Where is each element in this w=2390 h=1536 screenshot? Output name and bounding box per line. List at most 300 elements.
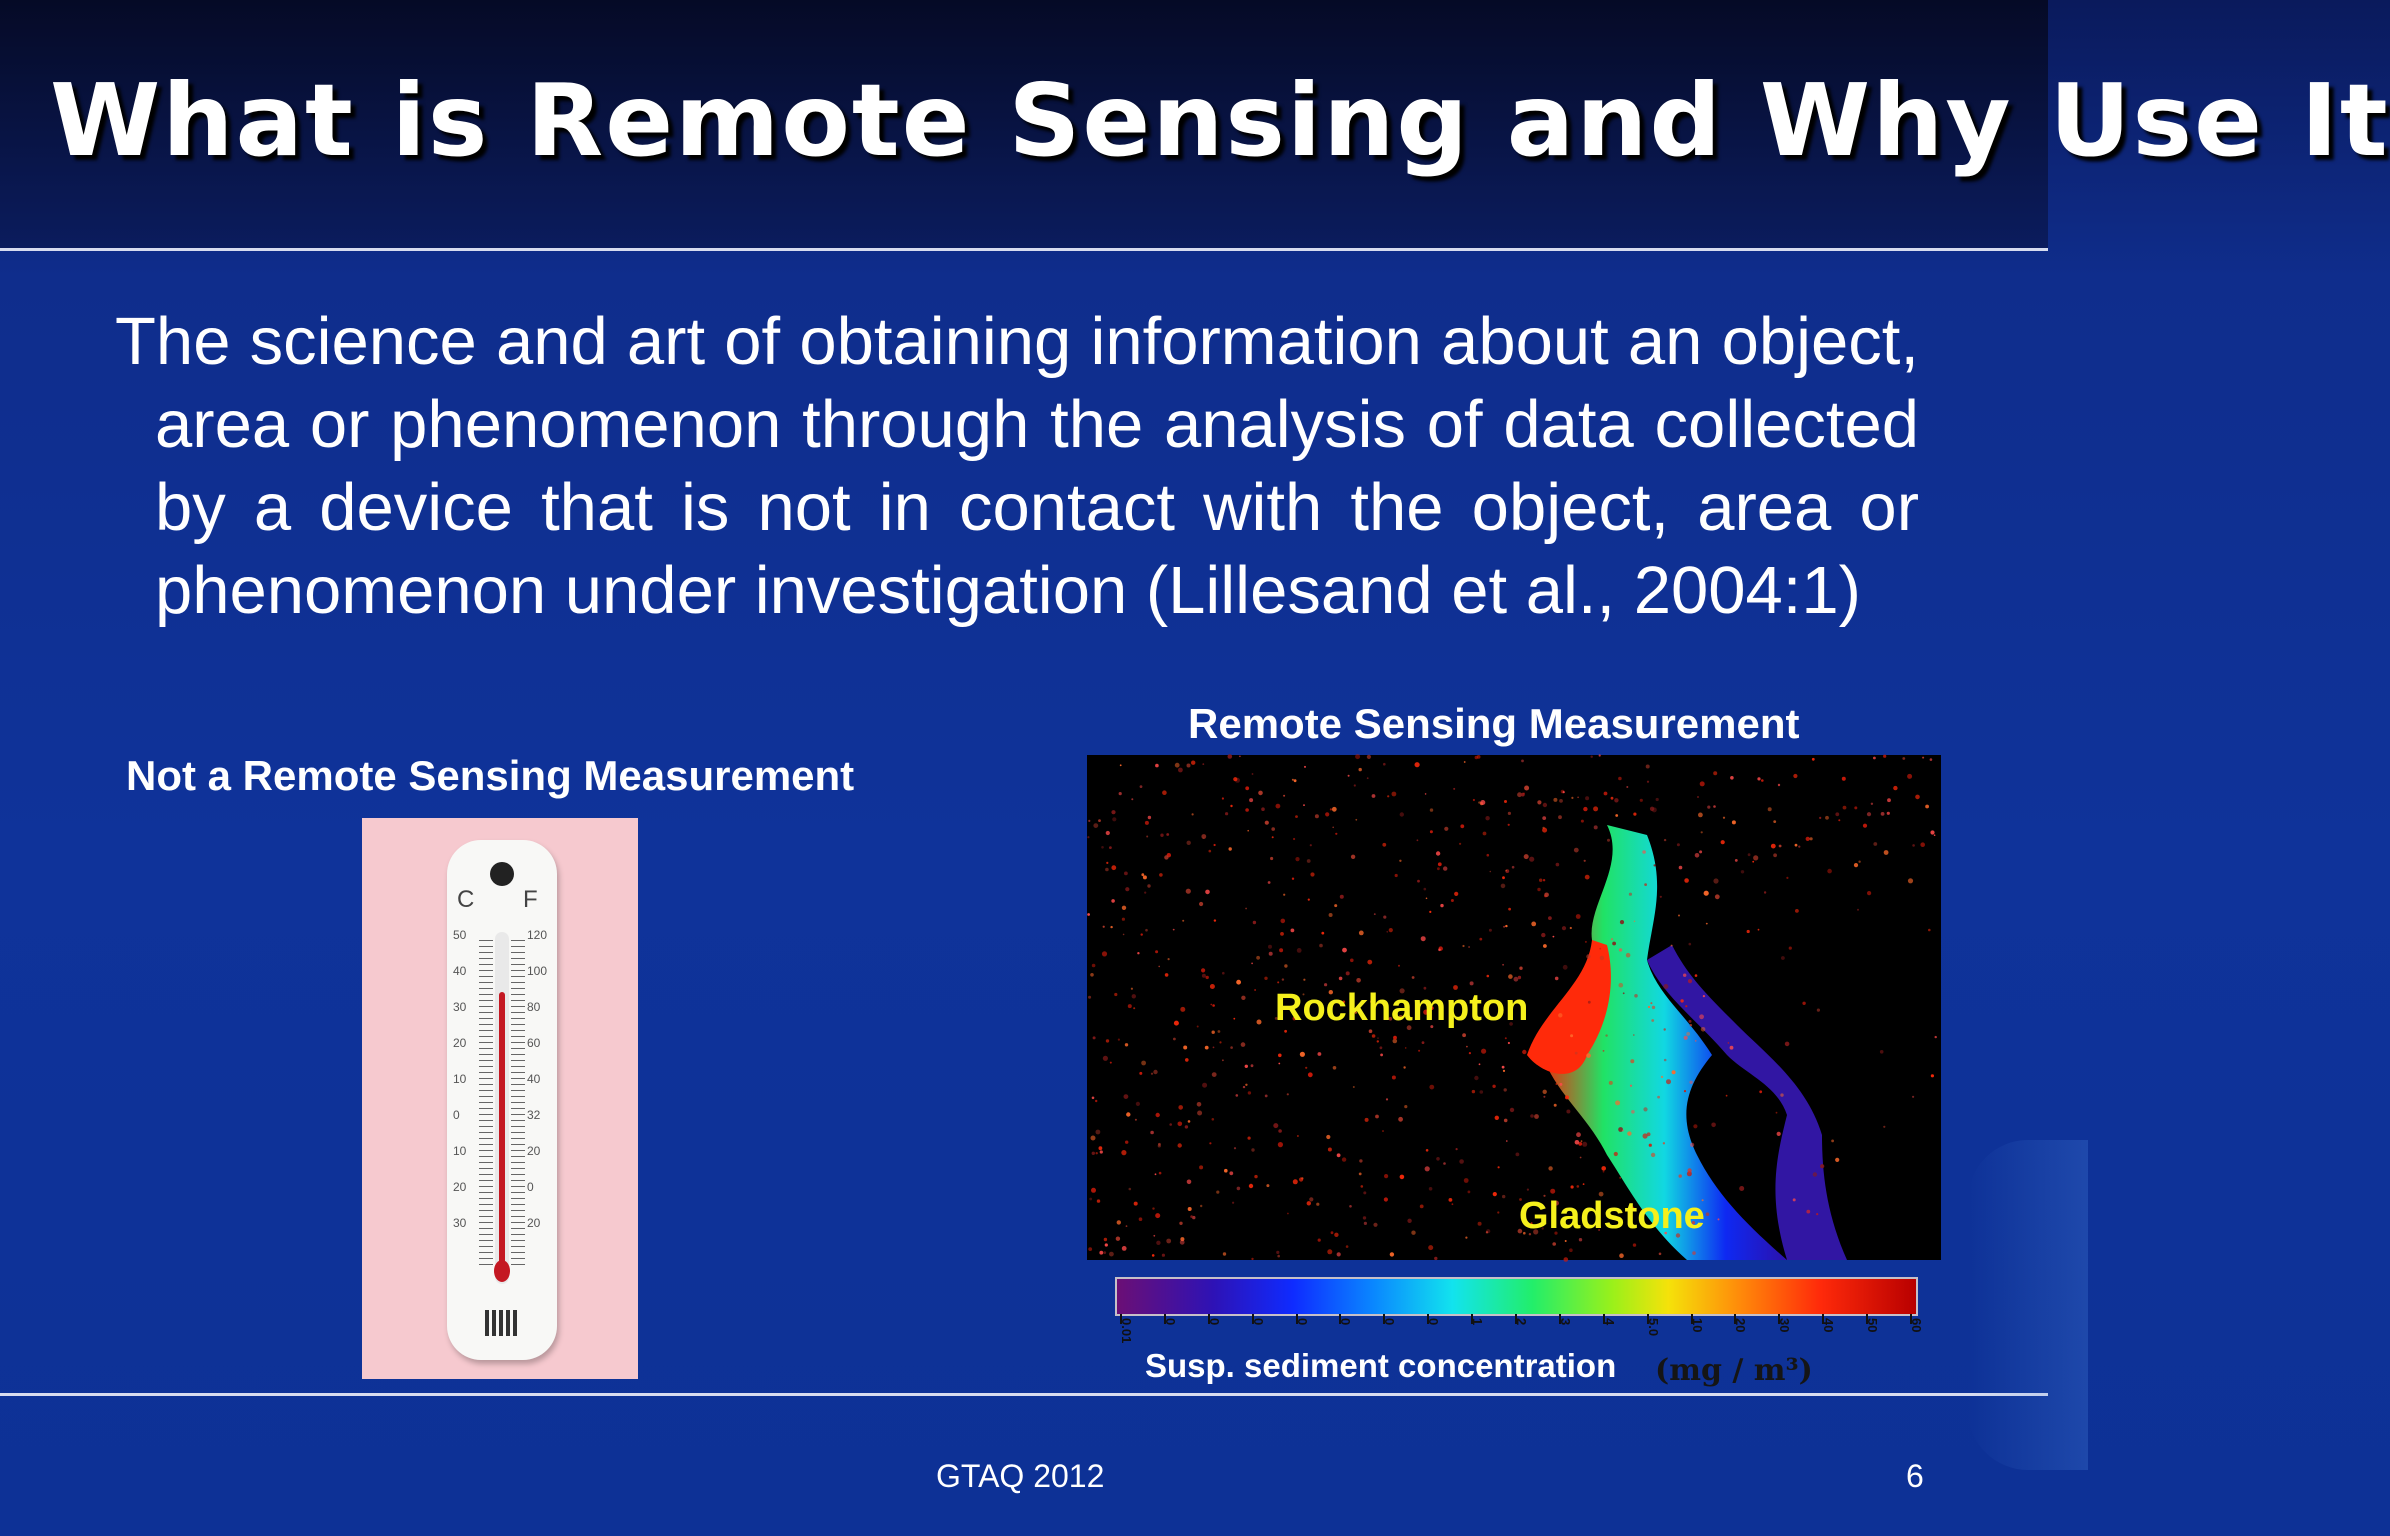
speckle-dot [1201,834,1206,839]
speckle-dot [1534,1114,1539,1119]
speckle-dot [1141,873,1144,876]
celsius-tick-label: 10 [453,1072,467,1086]
speckle-dot [1166,833,1169,836]
speckle-dot [1701,1027,1706,1032]
speckle-dot [1475,756,1478,759]
speckle-dot [1912,844,1915,847]
speckle-dot [1103,1251,1106,1254]
speckle-dot [1706,923,1708,925]
speckle-dot [1640,799,1643,802]
speckle-dot [1098,819,1101,822]
fahrenheit-tick-label: 0 [527,1180,534,1194]
speckle-dot [1554,1104,1557,1107]
speckle-dot [1092,1152,1095,1155]
speckle-dot [1206,976,1209,979]
speckle-dot [1816,1213,1818,1215]
speckle-dot [1124,872,1128,876]
speckle-dot [1619,1177,1621,1179]
speckle-dot [1871,803,1873,805]
speckle-dot [1505,1037,1507,1039]
speckle-dot [1603,1050,1605,1052]
fahrenheit-tick-label: 100 [527,964,548,978]
speckle-dot [1761,779,1764,782]
speckle-dot [1282,978,1284,980]
speckle-dot [1570,1034,1573,1037]
speckle-dot [1375,1115,1379,1119]
speckle-dot [1498,1166,1500,1168]
speckle-dot [1214,919,1216,921]
speckle-dot [1249,798,1253,802]
speckle-dot [1884,850,1889,855]
colorbar-tick-label: 1 [1470,1318,1486,1326]
speckle-dot [1679,866,1683,870]
speckle-dot [1162,790,1167,795]
speckle-dot [1456,1148,1458,1150]
speckle-dot [1732,820,1736,824]
speckle-dot [1857,909,1859,911]
speckle-dot [1295,815,1298,818]
footer-text: GTAQ 2012 [936,1458,1105,1494]
speckle-dot [1777,1132,1781,1136]
speckle-dot [1615,1100,1620,1105]
speckle-dot [1178,1105,1183,1110]
speckle-dot [1543,944,1547,948]
speckle-dot [1122,1246,1127,1251]
speckle-dot [1265,1095,1268,1098]
speckle-dot [1380,1046,1383,1049]
speckle-dot [1664,839,1666,841]
speckle-dot [1739,1186,1744,1191]
speckle-dot [1825,816,1829,820]
speckle-dot [1276,1251,1279,1254]
celsius-tick-label: 20 [453,1180,467,1194]
speckle-dot [1730,1046,1734,1050]
speckle-dot [1483,832,1487,836]
speckle-dot [1468,1191,1471,1194]
celsius-tick-label: 30 [453,1000,467,1014]
speckle-dot [1504,1088,1507,1091]
speckle-dot [1287,1093,1289,1095]
speckle-dot [1424,888,1427,891]
speckle-dot [1569,1248,1573,1252]
speckle-dot [1704,891,1709,896]
speckle-dot [1295,857,1299,861]
speckle-dot [1101,846,1104,849]
colorbar-tick-label: 0 [1294,1318,1310,1326]
speckle-dot [1438,949,1441,952]
speckle-dot [1188,1207,1192,1211]
speckle-dot [1277,981,1279,983]
grip-marks [485,1310,519,1336]
speckle-dot [1487,854,1490,857]
speckle-dot [1377,1040,1379,1042]
speckle-dot [1634,994,1638,998]
speckle-dot [1377,1037,1379,1039]
speckle-dot [1437,867,1440,870]
speckle-dot [1473,799,1475,801]
speckle-dot [1158,966,1160,968]
page-number: 6 [1906,1458,1924,1494]
speckle-dot [1768,807,1772,811]
speckle-dot [1209,1142,1211,1144]
speckle-dot [1091,1188,1096,1193]
speckle-dot [1105,868,1109,872]
speckle-dot [1213,1047,1215,1049]
speckle-dot [1680,999,1683,1002]
speckle-dot [1711,1123,1716,1128]
speckle-dot [1651,1019,1654,1022]
speckle-dot [1239,756,1241,758]
fahrenheit-tick-label: 32 [527,1108,541,1122]
speckle-dot [1415,762,1420,767]
speckle-dot [1699,850,1702,853]
speckle-dot [1202,974,1206,978]
speckle-dot [1243,1086,1245,1088]
speckle-dot [1212,1118,1215,1121]
speckle-dot [1575,1052,1578,1055]
speckle-dot [1116,1237,1120,1241]
speckle-dot [1464,1178,1469,1183]
speckle-dot [1831,1140,1834,1143]
speckle-dot [1179,1222,1182,1225]
speckle-dot [1222,972,1225,975]
speckle-dot [1374,913,1376,915]
fahrenheit-tick-label: 60 [527,1036,541,1050]
speckle-dot [1508,1042,1510,1044]
speckle-dot [1183,1046,1187,1050]
speckle-dot [1232,1202,1234,1204]
colorbar-title: Susp. sediment concentration [1145,1347,1617,1384]
speckle-dot [1565,1095,1569,1099]
speckle-dot [1820,1164,1824,1168]
colorbar-tick-label: 0 [1206,1318,1222,1326]
speckle-dot [1268,945,1272,949]
speckle-dot [1459,843,1461,845]
speckle-dot [1558,1013,1562,1017]
colorbar-tick-label: 0 [1382,1318,1398,1326]
speckle-dot [1873,842,1877,846]
speckle-dot [1684,1036,1688,1040]
speckle-dot [1581,1140,1583,1142]
speckle-dot [1512,866,1515,869]
speckle-dot [1577,1185,1580,1188]
speckle-dot [1648,1006,1650,1008]
speckle-dot [1566,1110,1570,1114]
speckle-dot [1105,1243,1108,1246]
fahrenheit-tick-label: 20 [527,1216,541,1230]
speckle-dot [1252,773,1254,775]
speckle-dot [1789,947,1792,950]
speckle-dot [1417,880,1420,883]
speckle-dot [1125,1043,1128,1046]
celsius-letter: C [457,886,475,913]
colorbar-tick-label: 5.0 [1645,1318,1661,1337]
speckle-dot [1574,848,1579,853]
speckle-dot [1180,1007,1185,1012]
speckle-dot [1384,1197,1388,1201]
speckle-dot [1155,950,1158,953]
speckle-dot [1136,1102,1140,1106]
speckle-dot [1583,1183,1585,1185]
speckle-dot [1806,1210,1810,1214]
speckle-dot [1524,854,1529,859]
speckle-dot [1508,974,1513,979]
speckle-dot [1321,932,1324,935]
speckle-dot [1245,908,1247,910]
speckle-dot [1449,1198,1453,1202]
speckle-dot [1380,1054,1383,1057]
speckle-dot [1619,948,1622,951]
speckle-dot [1689,943,1692,946]
speckle-dot [1603,1171,1605,1173]
speckle-dot [1508,824,1510,826]
speckle-dot [1605,1034,1607,1036]
celsius-tick-label: 40 [453,964,467,978]
speckle-dot [1707,806,1710,809]
speckle-dot [1813,1172,1817,1176]
speckle-dot [1351,855,1355,859]
speckle-dot [1278,1142,1283,1147]
speckle-dot [1630,1085,1632,1087]
speckle-dot [1523,793,1525,795]
speckle-dot [1915,795,1920,800]
speckle-dot [1436,1157,1440,1161]
speckle-dot [1666,1079,1671,1084]
speckle-dot [1251,1258,1253,1260]
speckle-dot [1199,1165,1203,1169]
hanging-hole [490,862,514,886]
speckle-dot [1219,1041,1221,1043]
speckle-dot [1614,798,1618,802]
speckle-dot [1695,853,1700,858]
speckle-dot [1327,1249,1332,1254]
speckle-dot [1412,976,1415,979]
top-divider [0,248,2048,251]
speckle-dot [1902,757,1905,760]
speckle-dot [1339,977,1343,981]
speckle-dot [1337,1252,1341,1256]
speckle-dot [1121,1150,1126,1155]
speckle-dot [1310,844,1312,846]
speckle-dot [1575,1140,1580,1145]
speckle-dot [1093,823,1098,828]
speckle-dot [1562,926,1566,930]
speckle-dot [1245,786,1249,790]
speckle-dot [1152,1254,1155,1257]
speckle-dot [1383,916,1386,919]
left-caption: Not a Remote Sensing Measurement [126,752,855,799]
speckle-dot [1329,913,1333,917]
speckle-dot [1159,1172,1162,1175]
speckle-dot [1699,1014,1704,1019]
speckle-dot [1827,869,1832,874]
speckle-dot [1776,1112,1778,1114]
speckle-dot [1222,1059,1224,1061]
speckle-dot [1293,1179,1298,1184]
speckle-dot [1373,1223,1377,1227]
decorative-swoosh [1968,1140,2088,1470]
fahrenheit-tick-label: 20 [527,1144,541,1158]
speckle-dot [1664,1028,1666,1030]
speckle-dot [1685,1005,1687,1007]
speckle-dot [1622,1130,1624,1132]
speckle-dot [1128,1004,1132,1008]
speckle-dot [1139,1072,1142,1075]
speckle-dot [1880,1050,1884,1054]
speckle-dot [1389,928,1393,932]
speckle-dot [1657,1096,1660,1099]
colorbar-tick-label: 60 [1909,1318,1924,1333]
speckle-dot [1237,1187,1241,1191]
speckle-dot [1908,878,1913,883]
speckle-dot [1146,836,1148,838]
speckle-dot [1620,920,1624,924]
speckle-dot [1793,1198,1796,1201]
speckle-dot [1185,1058,1189,1062]
speckle-dot [1145,929,1148,932]
speckle-dot [1465,1237,1467,1239]
speckle-dot [1642,850,1646,854]
speckle-dot [1773,853,1777,857]
speckle-dot [1786,877,1788,879]
speckle-dot [1099,1146,1103,1150]
speckle-dot [1299,1177,1303,1181]
speckle-dot [1425,1166,1430,1171]
speckle-dot [1202,763,1204,765]
speckle-dot [1276,804,1281,809]
speckle-dot [1330,808,1332,810]
speckle-dot [1684,1090,1686,1092]
speckle-dot [1126,1225,1128,1227]
speckle-dot [1150,1131,1154,1135]
speckle-dot [1126,1112,1130,1116]
speckle-dot [1287,1213,1289,1215]
speckle-dot [1806,837,1810,841]
speckle-dot [1726,1095,1728,1097]
speckle-dot [1650,807,1654,811]
speckle-dot [1212,1004,1215,1007]
speckle-dot [1271,827,1275,831]
speckle-dot [1542,816,1546,820]
speckle-dot [1430,808,1433,811]
speckle-dot [1122,906,1126,910]
speckle-dot [1591,756,1593,758]
speckle-dot [1795,844,1798,847]
speckle-dot [1124,1094,1129,1099]
speckle-dot [1583,807,1587,811]
speckle-dot [1497,1211,1499,1213]
speckle-dot [1151,1073,1153,1075]
speckle-dot [1810,837,1813,840]
speckle-dot [1129,1188,1132,1191]
speckle-dot [1542,828,1547,833]
speckle-dot [1236,980,1241,985]
speckle-dot [1247,830,1249,832]
speckle-dot [1190,1215,1193,1218]
speckle-dot [1304,766,1306,768]
speckle-dot [1125,887,1129,891]
speckle-dot [1529,857,1534,862]
speckle-dot [1798,846,1800,848]
speckle-dot [1307,1201,1311,1205]
speckle-dot [1199,902,1203,906]
speckle-dot [1537,888,1540,891]
speckle-dot [1629,893,1632,896]
speckle-dot [1601,1166,1606,1171]
speckle-dot [1633,813,1636,816]
speckle-dot [1854,806,1857,809]
speckle-dot [1759,1090,1762,1093]
speckle-dot [1677,843,1680,846]
speckle-dot [1197,1026,1199,1028]
speckle-dot [1469,1052,1471,1054]
colorbar-tick-label: 3 [1557,1318,1573,1326]
speckle-dot [1178,1143,1182,1147]
speckle-dot [1478,801,1480,803]
speckle-dot [1627,1131,1631,1135]
speckle-dot [1718,1218,1720,1220]
speckle-dot [1135,1119,1137,1121]
speckle-dot [1571,797,1573,799]
speckle-dot [1332,807,1337,812]
speckle-dot [1159,873,1163,877]
speckle-dot [1684,878,1689,883]
speckle-dot [1178,768,1183,773]
speckle-dot [1400,812,1404,816]
speckle-dot [1325,812,1329,816]
speckle-dot [1508,908,1511,911]
speckle-dot [1140,785,1143,788]
speckle-dot [1611,797,1614,800]
speckle-dot [1293,838,1295,840]
speckle-dot [1552,1242,1556,1246]
speckle-dot [1697,796,1699,798]
speckle-dot [1251,1064,1254,1067]
speckle-dot [1559,799,1563,803]
speckle-dot [1588,1001,1591,1004]
speckle-dot [1524,786,1529,791]
colorbar-tick-label: 0 [1426,1318,1442,1326]
speckle-dot [1251,1148,1254,1151]
speckle-dot [1689,1081,1692,1084]
speckle-dot [1225,812,1228,815]
speckle-dot [1912,1096,1914,1098]
speckle-dot [1186,889,1191,894]
speckle-dot [1382,843,1386,847]
speckle-dot [1261,807,1265,811]
speckle-dot [1273,1123,1278,1128]
speckle-dot [1169,1123,1172,1126]
colorbar-tick-label: 0.01 [1119,1318,1134,1344]
speckle-dot [1333,1066,1337,1070]
speckle-dot [1470,981,1474,985]
speckle-dot [1403,1066,1405,1068]
speckle-dot [1618,777,1622,781]
slide-title: What is Remote Sensing and Why Use It [50,62,2390,179]
speckle-dot [1564,1257,1569,1262]
speckle-dot [1626,786,1628,788]
speckle-dot [1398,1117,1403,1122]
speckle-dot [1187,1180,1192,1185]
speckle-dot [1254,989,1256,991]
speckle-dot [1652,1006,1655,1009]
speckle-dot [1349,1205,1352,1208]
thermometer-image [362,818,638,1379]
speckle-dot [1174,1021,1179,1026]
speckle-dot [1553,936,1555,938]
speckle-dot [1460,824,1464,828]
speckle-dot [1688,979,1692,983]
